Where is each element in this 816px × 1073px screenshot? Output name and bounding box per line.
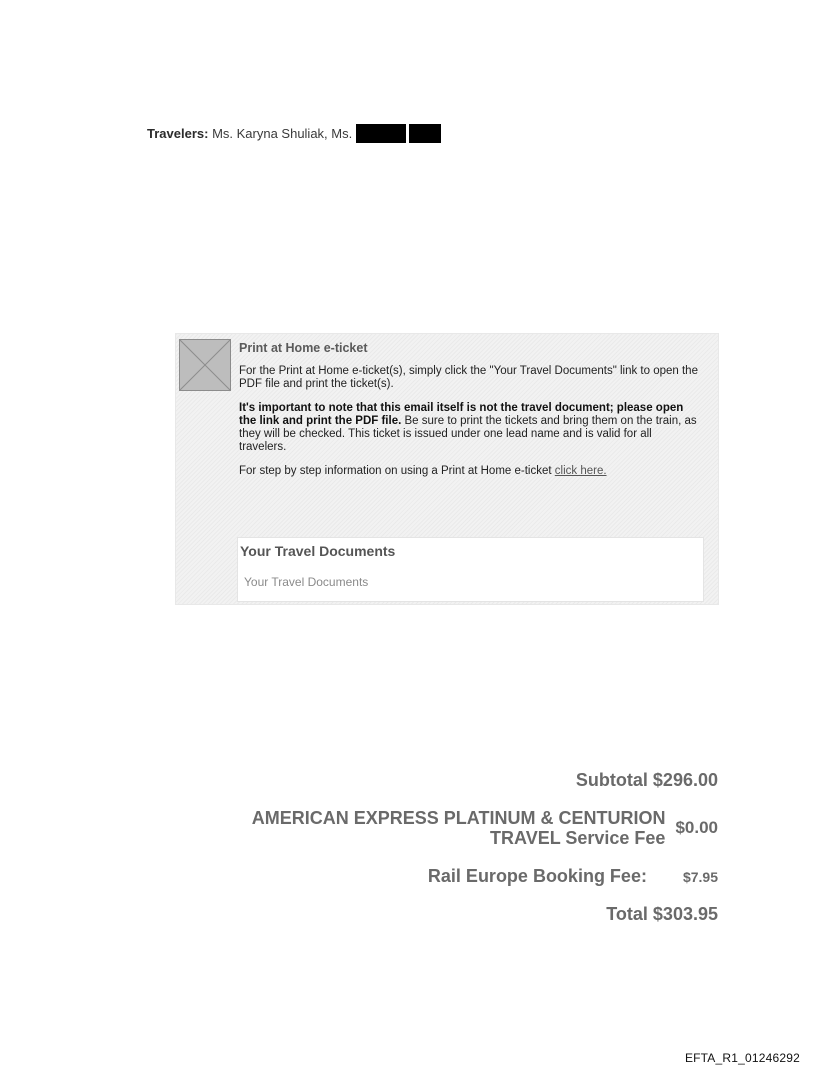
click-here-link[interactable]: click here. [554, 465, 607, 477]
booking-fee-label: Rail Europe Booking Fee: [427, 866, 647, 886]
important-bold-text: It's important to note that this email itself is not the travel document; please open the link and print the PDF file. [239, 402, 684, 427]
booking-fee-row [428, 866, 718, 887]
travelers-names: Ms. Karyna Shuliak, Ms. [212, 126, 353, 141]
eticket-panel [175, 333, 719, 605]
eticket-title: Print at Home e-ticket [239, 341, 368, 355]
total-row [606, 904, 718, 925]
redaction-box [356, 124, 406, 143]
travel-documents-link[interactable]: Your Travel Documents [244, 575, 369, 589]
travelers-label: Travelers: [147, 126, 209, 141]
travel-documents-box [237, 537, 704, 602]
subtotal-label: Subtotal [575, 770, 648, 790]
eticket-instructions: For the Print at Home e-ticket(s), simply click the "Your Travel Documents" link to open the PDF file and print the ticket(s). [239, 365, 698, 390]
booking-fee-value: $7.95 [682, 868, 718, 885]
important-rest-text: Be sure to print the tickets and bring them on the train, as they will be checked. This ticket is issued under one lead name and is valid for all travelers. [239, 415, 697, 453]
total-value: $303.95 [652, 904, 718, 924]
service-fee-row [252, 808, 718, 848]
subtotal-row [576, 770, 718, 791]
total-label: Total [606, 904, 648, 924]
document-id: EFTA_R1_01246292 [684, 1051, 800, 1065]
travel-documents-title: Your Travel Documents [240, 543, 396, 559]
service-fee-value: $0.00 [675, 818, 718, 837]
service-fee-label-line2: TRAVEL Service Fee [490, 828, 666, 848]
service-fee-label [252, 808, 666, 848]
service-fee-label-line1: AMERICAN EXPRESS PLATINUM & CENTURION [251, 808, 666, 828]
image-placeholder-icon [179, 339, 231, 391]
eticket-important-note [239, 402, 699, 454]
eticket-content [239, 342, 699, 489]
subtotal-value: $296.00 [652, 770, 718, 790]
step-info-text: For step by step information on using a Print at Home e-ticket [239, 465, 555, 477]
eticket-step-info [239, 465, 699, 478]
redaction-box [409, 124, 441, 143]
travelers-line [147, 124, 441, 143]
